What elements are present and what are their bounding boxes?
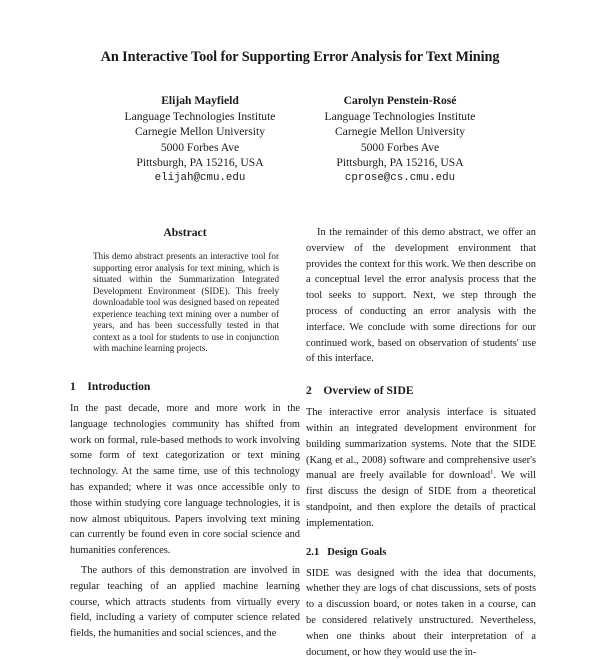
author-affiliation: Language Technologies Institute bbox=[124, 109, 276, 123]
author-city: Pittsburgh, PA 15216, USA bbox=[336, 156, 464, 170]
intro-paragraph-1: In the past decade, more and more work in the language technologies community has shifted from work on formal, rule-based methods to work involving some form of text categorization or text mining technology. At the same time, use of this technology has expanded; where it was once accessible only to those within studying core language technologies, it is now almost ubiquitous. Papers involving text mining can currently be found even in core social science and humanities conferences. bbox=[70, 403, 300, 557]
abstract-heading: Abstract bbox=[163, 226, 207, 239]
section-title: Overview of SIDE bbox=[323, 384, 414, 398]
overview-text-part-1: The interactive error analysis interface is situated within an integrated development environment for building summarization systems. Note that the SIDE (Kang et al., 2008) software and comprehensive user's manual are freely available for download bbox=[306, 407, 536, 482]
author-email: cprose@cs.cmu.edu bbox=[344, 171, 456, 184]
right-column bbox=[306, 225, 536, 660]
author-university: Carnegie Mellon University bbox=[334, 125, 466, 139]
author-block-1 bbox=[110, 93, 290, 187]
section-number: 1 bbox=[70, 380, 76, 393]
subsection-number: 2.1 bbox=[306, 546, 320, 558]
section-heading-introduction bbox=[70, 380, 300, 393]
author-affiliation: Language Technologies Institute bbox=[324, 109, 476, 123]
subsection-title: Design Goals bbox=[327, 546, 387, 558]
design-goals-paragraph-1: SIDE was designed with the idea that documents, whether they are logs of chat discussions, sets of posts to a discussion board, or notes taken in a course, can be considered relatively unstructured. Nevertheless, when one thinks about their interpretation of a document, or how they would use the in- bbox=[306, 567, 536, 658]
overview-text-part-2: . We will first discuss the design of SIDE from a theoretical standpoint, and then explore the details of practical implementation. bbox=[306, 470, 536, 529]
author-name: Elijah Mayfield bbox=[161, 94, 239, 107]
footnote-marker: 1 bbox=[490, 468, 494, 476]
section-heading-overview bbox=[306, 384, 536, 397]
section-title: Introduction bbox=[87, 380, 151, 393]
author-block-2 bbox=[310, 93, 490, 187]
intro-paragraph-2: The authors of this demonstration are involved in regular teaching of an applied machine learning course, which attracts students from virtually every field, including a variety of computer science related fields, the humanities and social sciences, and the bbox=[70, 564, 300, 640]
section-number: 2 bbox=[306, 384, 312, 398]
author-email: elijah@cmu.edu bbox=[154, 171, 246, 184]
author-name: Carolyn Penstein-Rosé bbox=[343, 94, 457, 107]
paper-title: An Interactive Tool for Supporting Error Analysis for Text Mining bbox=[100, 49, 500, 65]
left-column bbox=[70, 380, 300, 642]
author-street: 5000 Forbes Ave bbox=[160, 140, 240, 154]
author-city: Pittsburgh, PA 15216, USA bbox=[136, 156, 264, 170]
subsection-heading-design-goals bbox=[306, 547, 536, 558]
intro-continuation-paragraph: In the remainder of this demo abstract, we offer an overview of the development environment that provides the context for this work. We then describe on a conceptual level the error analysis process that the tool seeks to support. Next, we step through the process of conducting an error analysis with the interface. We conclude with some directions for our continued work, based on observation of students' use of this interface. bbox=[306, 227, 536, 365]
overview-paragraph-1 bbox=[306, 405, 536, 531]
author-street: 5000 Forbes Ave bbox=[360, 140, 440, 154]
abstract-text: This demo abstract presents an interactive tool for supporting error analysis for text mining, which is situated within the Summarization Integrated Development Environment (SIDE). This freely downloadable tool was designed based on repeated experience teaching text mining over a number of years, and has been successfully tested in that context as a tool for students to use in conjunction with machine learning projects. bbox=[93, 251, 279, 353]
author-university: Carnegie Mellon University bbox=[134, 125, 266, 139]
